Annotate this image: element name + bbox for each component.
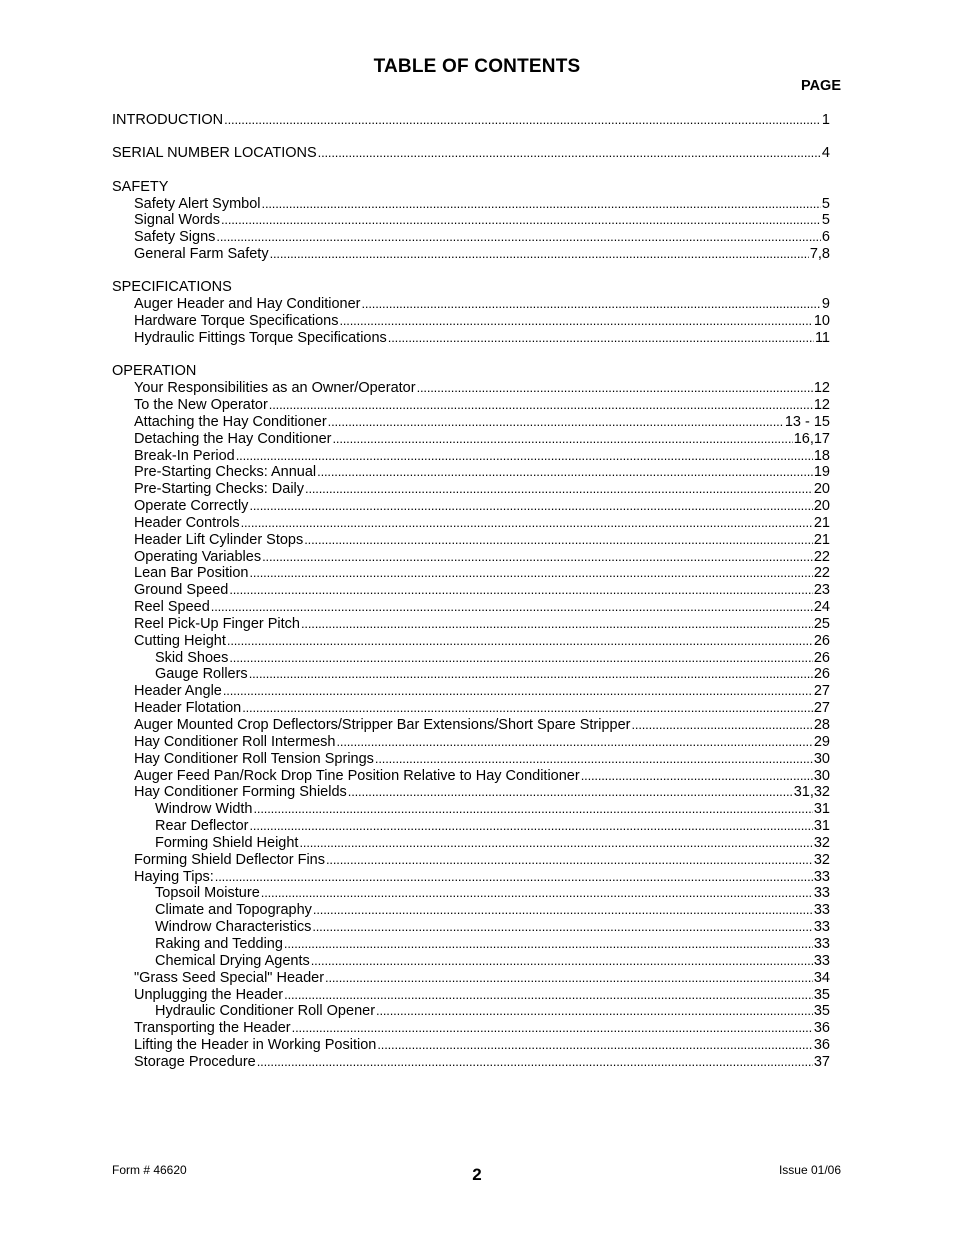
toc-entry-label: Gauge Rollers xyxy=(155,666,248,683)
toc-entry-label: SAFETY xyxy=(112,178,169,195)
toc-entry-label: Safety Signs xyxy=(134,229,216,246)
toc-entry[interactable] xyxy=(112,1054,830,1071)
dot-leader xyxy=(249,818,812,835)
toc-entry[interactable] xyxy=(112,196,830,213)
toc-entry[interactable] xyxy=(112,633,830,650)
dot-leader xyxy=(631,717,812,734)
dot-leader xyxy=(417,380,813,397)
toc-entry[interactable] xyxy=(112,717,830,734)
toc-entry-label: Auger Header and Hay Conditioner xyxy=(134,296,361,313)
toc-entry[interactable] xyxy=(112,515,830,532)
dot-leader xyxy=(581,768,813,785)
toc-entry-label: Forming Shield Deflector Fins xyxy=(134,851,325,868)
toc-entry[interactable] xyxy=(112,818,830,835)
toc-entry-page: 20 xyxy=(813,481,830,498)
toc-entry-page: 6 xyxy=(821,229,830,246)
toc-entry-label: Pre-Starting Checks: Annual xyxy=(134,464,317,481)
toc-entry[interactable] xyxy=(112,313,830,330)
toc-entry-label: Windrow Width xyxy=(155,801,253,818)
toc-entry-label: Reel Pick-Up Finger Pitch xyxy=(134,615,300,632)
toc-entry[interactable] xyxy=(112,599,830,616)
toc-entry-page: 12 xyxy=(813,380,830,397)
form-number: Form # 46620 xyxy=(112,1163,187,1177)
dot-leader xyxy=(328,414,784,431)
toc-entry[interactable] xyxy=(112,330,830,347)
toc-entry-label: Ground Speed xyxy=(134,582,229,599)
dot-leader xyxy=(305,481,813,498)
toc-entry-page: 32 xyxy=(813,834,830,851)
toc-entry[interactable] xyxy=(112,431,830,448)
toc-entry-label: Hay Conditioner Roll Intermesh xyxy=(134,733,336,750)
toc-entry-page: 1 xyxy=(821,112,830,128)
toc-entry-label: Raking and Tedding xyxy=(155,935,283,952)
toc-entry[interactable] xyxy=(112,1037,830,1054)
toc-entry-page: 20 xyxy=(813,498,830,515)
toc-entry-label: Break-In Period xyxy=(134,447,235,464)
toc-entry[interactable] xyxy=(112,246,830,263)
toc-entry-page: 33 xyxy=(813,935,830,952)
toc-entry[interactable] xyxy=(112,296,830,313)
toc-entry-label: Header Angle xyxy=(134,683,222,700)
toc-entry-page: 36 xyxy=(813,1037,830,1054)
toc-entry[interactable] xyxy=(112,936,830,953)
toc-entry-page: 7,8 xyxy=(809,246,830,263)
toc-entry[interactable] xyxy=(112,885,830,902)
toc-entry-page: 12 xyxy=(813,396,830,413)
toc-entry-label: Auger Mounted Crop Deflectors/Stripper Bar Extensions/Short Spare Stripper xyxy=(134,717,631,733)
dot-leader xyxy=(221,212,821,229)
dot-leader xyxy=(270,246,809,263)
toc-entry-page: 35 xyxy=(813,1003,830,1020)
toc-entry-label: SPECIFICATIONS xyxy=(112,279,232,296)
toc-entry-page: 26 xyxy=(813,649,830,666)
toc-entry[interactable] xyxy=(112,919,830,936)
toc-entry-label: Hay Conditioner Forming Shields xyxy=(134,784,347,801)
toc-entry[interactable] xyxy=(112,498,830,515)
dot-leader xyxy=(336,734,812,751)
toc-entry[interactable] xyxy=(112,582,830,599)
dot-leader xyxy=(211,599,813,616)
toc-entry-page: 13 - 15 xyxy=(784,413,830,430)
dot-leader xyxy=(249,666,813,683)
section-gap xyxy=(112,347,830,364)
toc-entry[interactable] xyxy=(112,902,830,919)
toc-entry[interactable] xyxy=(112,464,830,481)
toc-entry-page: 5 xyxy=(821,195,830,212)
dot-leader xyxy=(224,112,821,129)
dot-leader xyxy=(301,616,813,633)
toc-entry-page: 4 xyxy=(821,145,830,162)
toc-entry[interactable] xyxy=(112,970,830,987)
toc-entry-label: Rear Deflector xyxy=(155,818,249,835)
toc-entry-label: Operate Correctly xyxy=(134,498,249,515)
dot-leader xyxy=(227,633,813,650)
toc-entry-label: "Grass Seed Special" Header xyxy=(134,969,325,986)
toc-entry-page: 27 xyxy=(813,683,830,700)
toc-entry-label: Attaching the Hay Conditioner xyxy=(134,413,327,430)
section-gap xyxy=(112,263,830,280)
toc-entry-label: SERIAL NUMBER LOCATIONS xyxy=(112,145,317,162)
toc-entry-label: Windrow Characteristics xyxy=(155,919,312,936)
toc-entry[interactable] xyxy=(112,414,830,431)
toc-entry-page: 24 xyxy=(813,599,830,616)
toc-entry-label: Lean Bar Position xyxy=(134,565,249,582)
toc-entry[interactable] xyxy=(112,1003,830,1020)
issue-date: Issue 01/06 xyxy=(778,1163,841,1177)
toc-entry-label: INTRODUCTION xyxy=(112,112,224,128)
toc-entry-page: 11 xyxy=(814,329,830,346)
toc-entry-label: Unplugging the Header xyxy=(134,986,284,1003)
toc-entry-label: Hay Conditioner Roll Tension Springs xyxy=(134,750,374,767)
dot-leader xyxy=(242,700,813,717)
toc-section-heading[interactable] xyxy=(112,363,830,380)
toc-entry-page: 28 xyxy=(813,717,830,733)
dot-leader xyxy=(229,582,813,599)
toc-entry[interactable] xyxy=(112,734,830,751)
toc-entry[interactable] xyxy=(112,380,830,397)
toc-entry[interactable] xyxy=(112,801,830,818)
dot-leader xyxy=(339,313,812,330)
toc-entry-label: Header Controls xyxy=(134,514,240,531)
dot-leader xyxy=(254,801,813,818)
toc-entry-page: 33 xyxy=(813,885,830,902)
toc-entry-page: 27 xyxy=(813,700,830,717)
toc-entry[interactable] xyxy=(112,666,830,683)
toc-entry-page: 25 xyxy=(813,615,830,632)
toc-entry[interactable] xyxy=(112,768,830,785)
toc-entry-page: 29 xyxy=(813,733,830,750)
toc-entry-label: Skid Shoes xyxy=(155,649,229,666)
dot-leader xyxy=(348,784,793,801)
toc-entry-label: Haying Tips: xyxy=(134,868,214,885)
dot-leader xyxy=(292,1020,813,1037)
toc-entry[interactable] xyxy=(112,397,830,414)
dot-leader xyxy=(229,650,813,667)
toc-entry-label: Climate and Topography xyxy=(155,902,312,919)
dot-leader xyxy=(215,869,813,886)
toc-section-heading[interactable] xyxy=(112,179,830,196)
toc-entry[interactable] xyxy=(112,869,830,886)
toc-entry-label: Auger Feed Pan/Rock Drop Tine Position Relative to Hay Conditioner xyxy=(134,767,580,784)
toc-entry-label: Storage Procedure xyxy=(134,1053,256,1070)
dot-leader xyxy=(284,987,813,1004)
toc-entry-label: Header Flotation xyxy=(134,700,242,717)
toc-entry[interactable] xyxy=(112,212,830,229)
toc-entry-page: 19 xyxy=(813,464,830,481)
toc-entry-page: 10 xyxy=(813,313,830,330)
toc-entry[interactable] xyxy=(112,835,830,852)
table-of-contents xyxy=(112,112,830,1071)
dot-leader xyxy=(388,330,814,347)
toc-entry-page: 21 xyxy=(813,531,830,548)
dot-leader xyxy=(269,397,813,414)
toc-entry[interactable] xyxy=(112,448,830,465)
toc-entry[interactable] xyxy=(112,852,830,869)
toc-entry-page: 31 xyxy=(813,801,830,818)
page-title: TABLE OF CONTENTS xyxy=(373,56,581,77)
toc-entry-label: Lifting the Header in Working Position xyxy=(134,1037,377,1054)
toc-entry-page: 22 xyxy=(813,548,830,565)
toc-entry[interactable] xyxy=(112,700,830,717)
dot-leader xyxy=(257,1054,813,1071)
toc-entry[interactable] xyxy=(112,987,830,1004)
toc-entry-page: 33 xyxy=(813,919,830,936)
toc-entry-label: Reel Speed xyxy=(134,599,210,616)
toc-entry[interactable] xyxy=(112,532,830,549)
toc-entry-page: 35 xyxy=(813,986,830,1003)
dot-leader xyxy=(325,970,813,987)
toc-entry-label: Header Lift Cylinder Stops xyxy=(134,531,304,548)
toc-entry[interactable] xyxy=(112,565,830,582)
dot-leader xyxy=(299,835,812,852)
dot-leader xyxy=(216,229,821,246)
toc-entry-page: 33 xyxy=(813,868,830,885)
dot-leader xyxy=(313,902,813,919)
dot-leader xyxy=(311,953,813,970)
dot-leader xyxy=(318,145,821,162)
toc-entry[interactable] xyxy=(112,751,830,768)
toc-entry-page: 23 xyxy=(813,582,830,599)
page-column-header: PAGE xyxy=(800,78,841,94)
toc-entry-page: 30 xyxy=(813,767,830,784)
toc-entry-label: Transporting the Header xyxy=(134,1020,291,1037)
toc-entry-page: 30 xyxy=(813,750,830,767)
toc-entry-label: Hardware Torque Specifications xyxy=(134,313,339,330)
toc-entry-page: 31,32 xyxy=(793,784,830,801)
toc-entry[interactable] xyxy=(112,229,830,246)
toc-section-heading[interactable] xyxy=(112,279,830,296)
toc-entry-page: 26 xyxy=(813,666,830,683)
toc-entry-page: 18 xyxy=(813,447,830,464)
dot-leader xyxy=(304,532,813,549)
toc-entry[interactable] xyxy=(112,650,830,667)
toc-entry-page: 32 xyxy=(813,851,830,868)
dot-leader xyxy=(262,549,813,566)
toc-entry-label: Chemical Drying Agents xyxy=(155,952,310,969)
page-number: 2 xyxy=(472,1165,482,1184)
dot-leader xyxy=(262,196,821,213)
toc-entry[interactable] xyxy=(112,481,830,498)
toc-entry[interactable] xyxy=(112,549,830,566)
toc-section-heading[interactable] xyxy=(112,112,830,129)
dot-leader xyxy=(317,464,813,481)
toc-entry-label: Signal Words xyxy=(134,212,220,229)
toc-entry-label: Forming Shield Height xyxy=(155,834,299,851)
toc-entry-label: To the New Operator xyxy=(134,396,268,413)
toc-entry[interactable] xyxy=(112,683,830,700)
toc-entry-page: 34 xyxy=(813,969,830,986)
toc-entry[interactable] xyxy=(112,784,830,801)
toc-entry-page: 5 xyxy=(821,212,830,229)
dot-leader xyxy=(376,1003,813,1020)
dot-leader xyxy=(236,448,813,465)
toc-entry-page: 16,17 xyxy=(793,430,830,447)
toc-entry-label: Pre-Starting Checks: Daily xyxy=(134,481,305,498)
toc-entry-page: 21 xyxy=(813,514,830,531)
dot-leader xyxy=(362,296,821,313)
toc-entry-page: 31 xyxy=(813,818,830,835)
toc-entry-page: 37 xyxy=(813,1053,830,1070)
toc-entry-label: Operating Variables xyxy=(134,548,262,565)
toc-section-heading[interactable] xyxy=(112,145,830,162)
toc-entry-label: Your Responsibilities as an Owner/Operator xyxy=(134,380,416,397)
dot-leader xyxy=(375,751,813,768)
dot-leader xyxy=(241,515,813,532)
toc-entry-label: Hydraulic Fittings Torque Specifications xyxy=(134,329,387,346)
toc-entry-page: 33 xyxy=(813,902,830,919)
dot-leader xyxy=(249,565,812,582)
toc-entry-label: Safety Alert Symbol xyxy=(134,195,261,212)
toc-entry-label: OPERATION xyxy=(112,363,197,380)
dot-leader xyxy=(261,885,813,902)
dot-leader xyxy=(377,1037,813,1054)
dot-leader xyxy=(326,852,813,869)
toc-entry-page: 33 xyxy=(813,952,830,969)
toc-entry-label: Detaching the Hay Conditioner xyxy=(134,430,332,447)
dot-leader xyxy=(223,683,813,700)
toc-entry-label: General Farm Safety xyxy=(134,246,269,263)
section-gap xyxy=(112,162,830,179)
dot-leader xyxy=(284,936,813,953)
dot-leader xyxy=(312,919,813,936)
toc-entry-page: 26 xyxy=(813,632,830,649)
toc-entry-label: Cutting Height xyxy=(134,632,226,649)
section-gap xyxy=(112,129,830,146)
toc-entry-page: 9 xyxy=(821,296,830,313)
toc-entry-page: 36 xyxy=(813,1020,830,1037)
toc-entry-label: Topsoil Moisture xyxy=(155,885,260,902)
toc-entry[interactable] xyxy=(112,1020,830,1037)
toc-entry-page: 22 xyxy=(813,565,830,582)
toc-entry[interactable] xyxy=(112,616,830,633)
toc-entry-label: Hydraulic Conditioner Roll Opener xyxy=(155,1003,376,1020)
dot-leader xyxy=(249,498,812,515)
toc-entry[interactable] xyxy=(112,953,830,970)
dot-leader xyxy=(332,431,792,448)
